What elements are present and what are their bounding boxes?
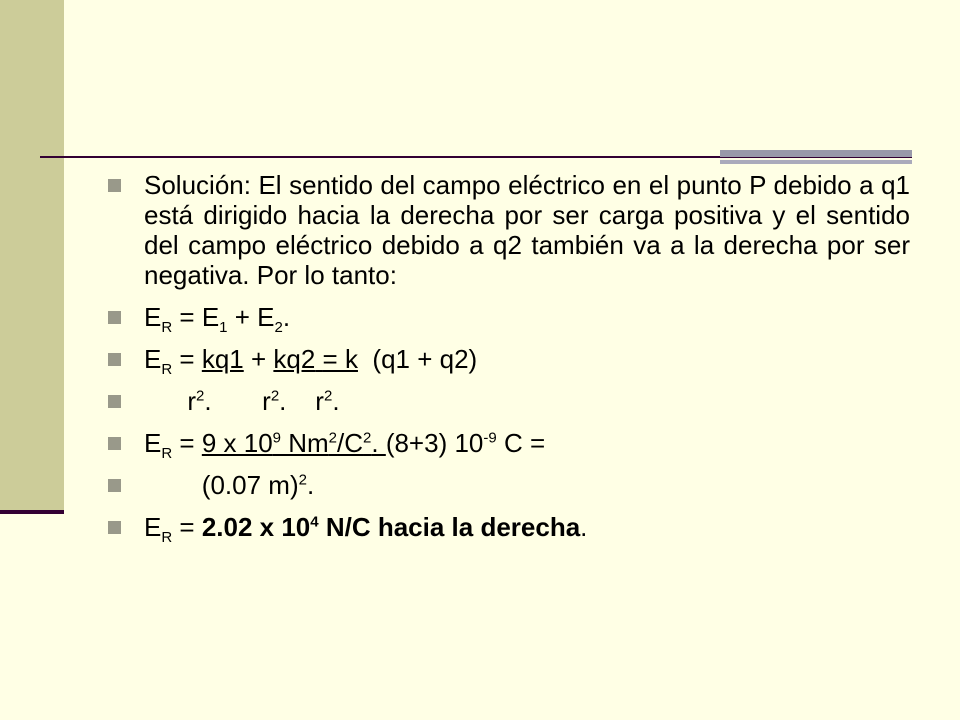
- bullet-result: $E_R = 2.02$ x $10^4$ N/C hacia la derecha.: [104, 512, 910, 542]
- divider-accent-block-lower: [720, 160, 912, 164]
- square-bullet-icon: [108, 521, 121, 534]
- square-bullet-icon: [108, 311, 121, 324]
- bullet-substitution: $E_R = 9$ x $10^9$ $Nm^2/C^2$. (8+3) $10^{-9}$ C =: [104, 428, 910, 458]
- divider-accent-block: [720, 150, 912, 157]
- bullet-equation-k: $E_R = kq1 + kq2 = k$ (q1 + q2): [104, 344, 910, 374]
- intro-text: Solución: El sentido del campo eléctrico en el punto P debido a q1 está dirigido hacia la derecha por ser carga positiva y el sentido del campo eléctrico debido a q2 también va a la derecha por ser negativa. Por lo tanto:: [144, 170, 910, 290]
- bullet-intro: [104, 170, 910, 290]
- bullet-denominators: $r^2$. $r^2$. $r^2$.: [104, 386, 910, 416]
- square-bullet-icon: [108, 353, 121, 366]
- side-band: [0, 0, 64, 512]
- square-bullet-icon: [108, 179, 121, 192]
- square-bullet-icon: [108, 479, 121, 492]
- side-band-base-line: [0, 510, 64, 514]
- slide-body: [104, 170, 910, 554]
- bullet-equation-sum: $E_R = E_1 + E_2$.: [104, 302, 910, 332]
- square-bullet-icon: [108, 437, 121, 450]
- bullet-distance: (0.07 m)$^2$.: [104, 470, 910, 500]
- square-bullet-icon: [108, 395, 121, 408]
- numerator-underlined: 9 x $10^9$ $Nm^2/C^2$.: [201, 428, 386, 458]
